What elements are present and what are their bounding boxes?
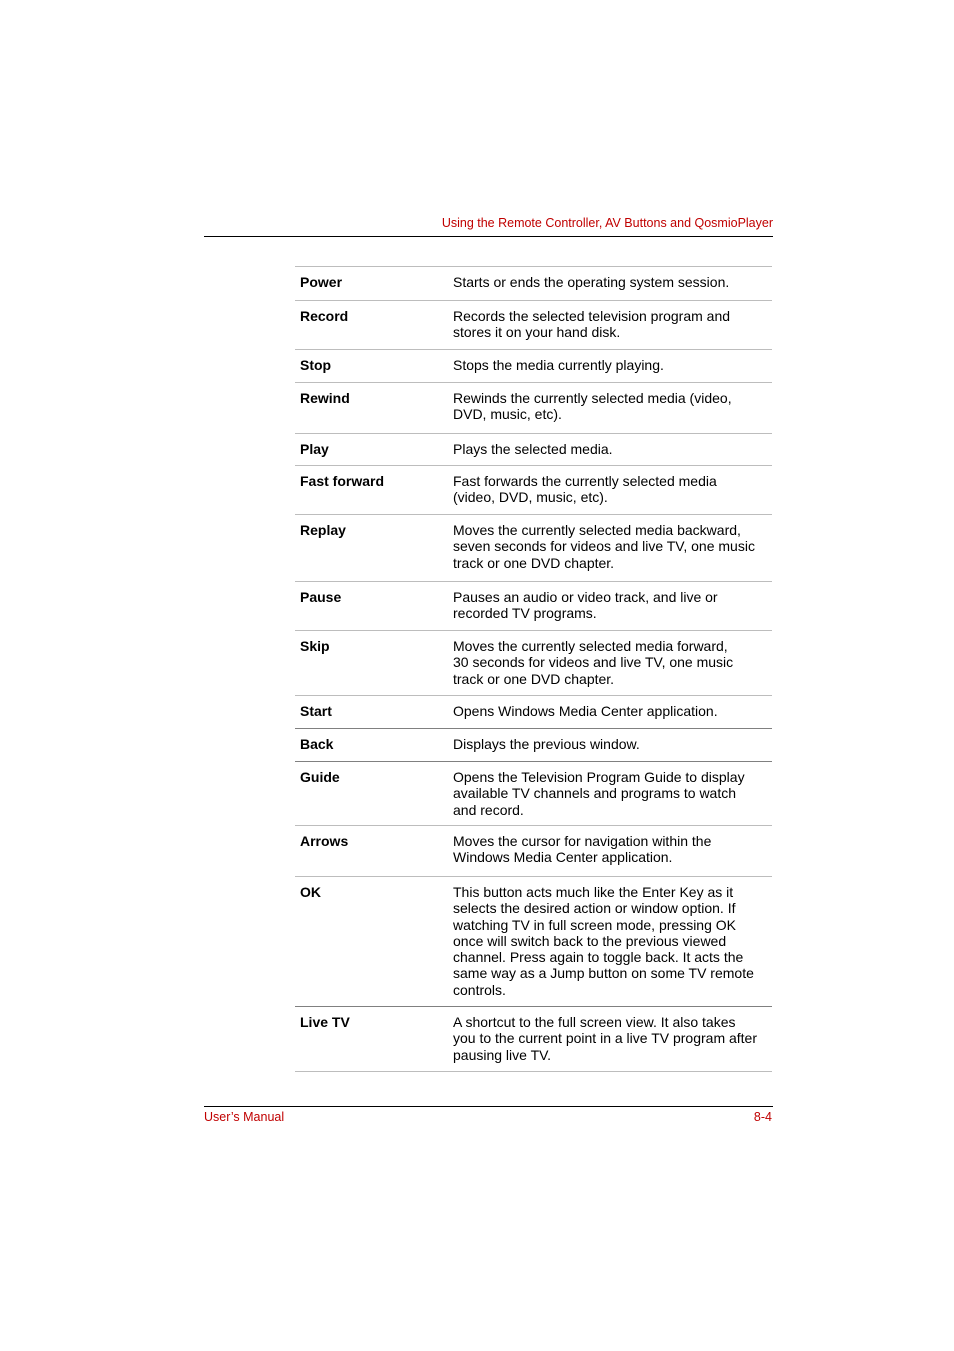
button-description: Rewinds the currently selected media (video, DVD, music, etc).	[453, 390, 732, 423]
button-description: Plays the selected media.	[453, 441, 613, 457]
button-description: Fast forwards the currently selected media (video, DVD, music, etc).	[453, 473, 717, 506]
button-description: Opens the Television Program Guide to display available TV channels and programs to watch and record.	[453, 769, 745, 818]
running-header: Using the Remote Controller, AV Buttons and QosmioPlayer	[441, 216, 773, 230]
table-row	[295, 350, 772, 383]
button-description: Starts or ends the operating system session.	[453, 274, 730, 290]
table-row	[295, 383, 772, 434]
table-row	[295, 696, 772, 729]
button-name: Fast forward	[300, 473, 385, 489]
button-description: Moves the currently selected media backward, seven seconds for videos and live TV, one music track or one DVD chapter.	[453, 522, 755, 571]
table-row	[295, 762, 772, 826]
button-description: Stops the media currently playing.	[453, 357, 664, 373]
button-name: Arrows	[300, 833, 349, 849]
table-row	[295, 826, 772, 877]
button-description: Moves the cursor for navigation within the Windows Media Center application.	[453, 833, 712, 866]
button-name: Play	[300, 441, 329, 457]
button-name: Pause	[300, 589, 342, 605]
page-number: 8-4	[753, 1110, 772, 1124]
button-description: Records the selected television program and stores it on your hand disk.	[453, 308, 731, 341]
table-row	[295, 1007, 772, 1072]
table-row	[295, 515, 772, 582]
button-name: Back	[300, 736, 334, 752]
button-description: A shortcut to the full screen view. It also takes you to the current point in a live TV program after pausing live TV.	[453, 1014, 758, 1063]
button-description: Opens Windows Media Center application.	[453, 703, 718, 719]
button-description: Moves the currently selected media forward, 30 seconds for videos and live TV, one music track or one DVD chapter.	[453, 638, 734, 687]
table-row	[295, 729, 772, 762]
button-name: Replay	[300, 522, 346, 538]
button-name: Record	[300, 308, 349, 324]
button-name: OK	[300, 884, 321, 900]
button-name: Stop	[300, 357, 332, 373]
button-name: Guide	[300, 769, 340, 785]
button-name: Skip	[300, 638, 330, 654]
header-divider	[204, 236, 773, 237]
footer-divider	[204, 1106, 773, 1107]
button-name: Start	[300, 703, 332, 719]
table-row	[295, 466, 772, 515]
button-description: Pauses an audio or video track, and live or recorded TV programs.	[453, 589, 718, 622]
table-row	[295, 434, 772, 466]
table-row	[295, 877, 772, 1007]
button-name: Power	[300, 274, 343, 290]
button-description: Displays the previous window.	[453, 736, 640, 752]
table-row	[295, 582, 772, 631]
remote-buttons-table	[295, 266, 772, 1072]
table-row	[295, 631, 772, 696]
button-name: Live TV	[300, 1014, 350, 1030]
table-row	[295, 267, 772, 301]
button-description: This button acts much like the Enter Key as it selects the desired action or window option. If watching TV in full screen mode, pressing OK once will switch back to the previous viewed channel. Press again to toggle back. It acts the same way as a Jump button on some TV remote controls.	[453, 884, 754, 998]
table-row	[295, 301, 772, 350]
footer-manual-title: User’s Manual	[204, 1110, 285, 1124]
button-name: Rewind	[300, 390, 350, 406]
